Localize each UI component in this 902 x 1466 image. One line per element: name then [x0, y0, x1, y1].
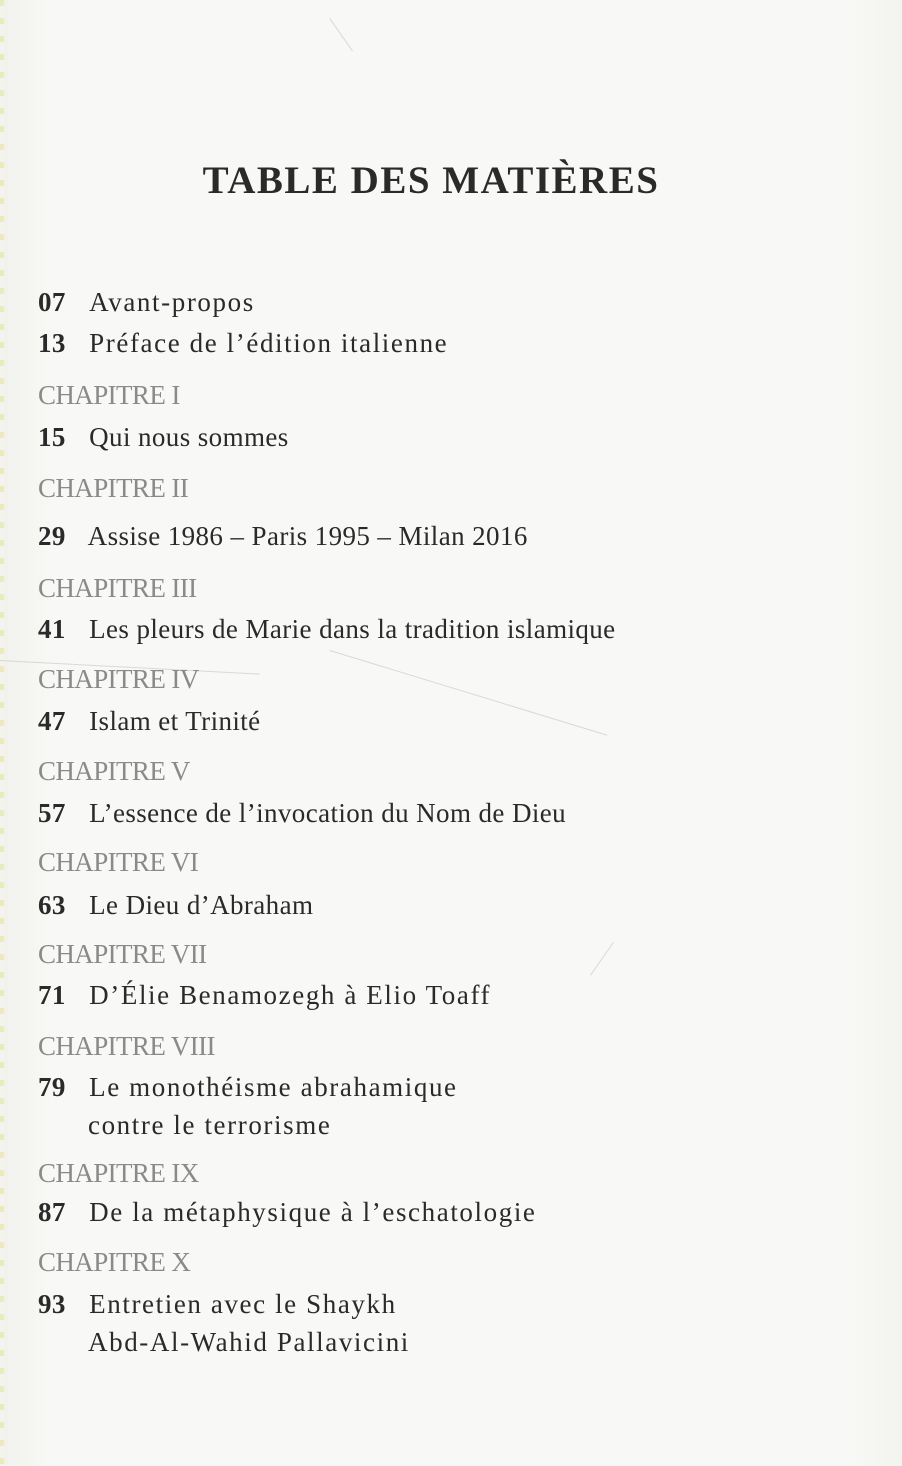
page-number: 41	[38, 614, 66, 644]
chapter-heading: CHAPITRE X	[38, 1247, 191, 1277]
entry-title: Islam et Trinité	[89, 706, 261, 736]
page-title: TABLE DES MATIÈRES	[202, 159, 660, 203]
page-number: 71	[38, 980, 66, 1010]
page-number: 13	[38, 328, 66, 358]
page-number: 63	[38, 890, 66, 920]
toc-entry	[38, 706, 261, 737]
chapter-heading: CHAPITRE VI	[38, 847, 199, 877]
entry-title: Préface de l’édition italienne	[89, 328, 449, 358]
entry-title: Qui nous sommes	[89, 422, 289, 452]
entry-title: Avant-propos	[89, 287, 255, 317]
chapter-heading: CHAPITRE I	[38, 380, 180, 410]
toc-entry	[38, 1072, 458, 1140]
paper-scratch	[329, 18, 353, 51]
page-number: 15	[38, 422, 66, 452]
page-number: 93	[38, 1289, 66, 1319]
toc-entry	[38, 422, 289, 453]
page-edge	[0, 0, 4, 1466]
toc-entry	[38, 890, 313, 921]
chapter-heading: CHAPITRE III	[38, 573, 197, 603]
chapter-heading: CHAPITRE V	[38, 756, 190, 786]
entry-title: Assise 1986 – Paris 1995 – Milan 2016	[87, 521, 528, 551]
paper-scratch	[330, 650, 608, 736]
entry-title: Les pleurs de Marie dans la tradition islamique	[89, 614, 616, 644]
entry-title: L’essence de l’invocation du Nom de Dieu	[89, 798, 567, 828]
page-number: 87	[38, 1197, 66, 1227]
paper-scratch	[590, 942, 614, 975]
chapter-heading: CHAPITRE VIII	[38, 1031, 215, 1061]
page-number: 57	[38, 798, 66, 828]
chapter-heading: CHAPITRE IV	[38, 664, 199, 694]
entry-title: Entretien avec le Shaykh	[89, 1289, 397, 1319]
page-number: 47	[38, 706, 66, 736]
entry-title: Le Dieu d’Abraham	[89, 890, 314, 920]
toc-entry	[38, 521, 528, 552]
chapter-heading: CHAPITRE VII	[38, 939, 207, 969]
chapter-heading: CHAPITRE IX	[38, 1158, 199, 1188]
entry-title-continued: contre le terrorisme	[88, 1110, 332, 1140]
entry-title: Le monothéisme abrahamique	[89, 1072, 458, 1102]
toc-entry	[38, 1289, 410, 1357]
toc-entry	[38, 287, 255, 318]
entry-title: De la métaphysique à l’eschatologie	[89, 1197, 537, 1227]
toc-entry	[38, 328, 448, 359]
toc-entry	[38, 1197, 537, 1228]
chapter-heading: CHAPITRE II	[38, 473, 189, 503]
toc-entry	[38, 798, 566, 829]
toc-entry	[38, 614, 616, 645]
entry-title: D’Élie Benamozegh à Elio Toaff	[89, 980, 492, 1010]
page-number: 07	[38, 287, 66, 317]
page-number: 29	[38, 521, 66, 551]
entry-title-continued: Abd-Al-Wahid Pallavicini	[88, 1327, 410, 1357]
toc-entry	[38, 980, 491, 1011]
page-number: 79	[38, 1072, 66, 1102]
